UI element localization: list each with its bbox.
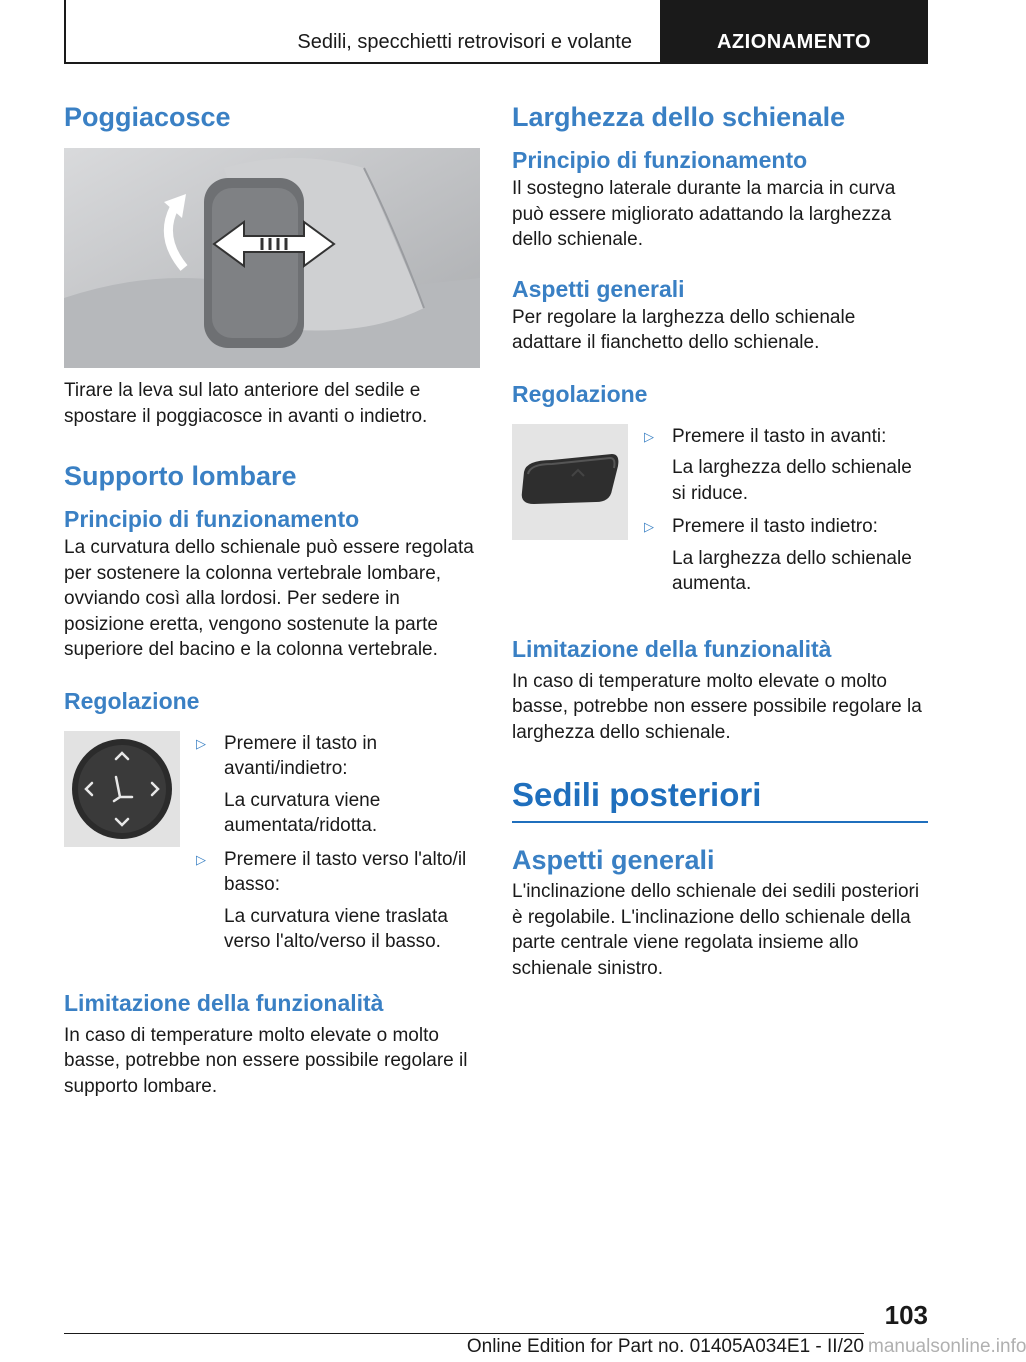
heading-generali-posteriori: Aspetti generali: [512, 845, 715, 875]
regolazione-lombare-list: [194, 731, 482, 955]
heading-limitazione-lombare: Limitazione della funzionalità: [64, 989, 384, 1016]
heading-supporto-lombare: Supporto lombare: [64, 461, 297, 491]
list-item: [642, 424, 928, 507]
width-button-image: [512, 424, 628, 540]
list-item: [194, 731, 482, 839]
edition-text: Online Edition for Part no. 01405A034E1 - II/20: [466, 1336, 864, 1357]
generali-posteriori-text: L'inclinazione dello schienale dei sedili posteriori è regolabile. L'inclinazione dello schienale della parte centrale viene regolata insieme allo schienale sinistro.: [512, 881, 920, 979]
heading-principio-lombare: Principio di funzionamento: [64, 506, 360, 532]
principio-larghezza-text: Il sostegno laterale durante la marcia in curva può essere migliorato adattando la larghezza dello schienale.: [512, 178, 896, 250]
page-number: 103: [884, 1300, 928, 1330]
heading-generali-larghezza: Aspetti generali: [512, 275, 685, 302]
list-item-action: Premere il tasto indietro:: [672, 516, 878, 537]
heading-principio-larghezza: Principio di funzionamento: [512, 147, 808, 173]
triangle-right-icon: ▷: [196, 851, 206, 867]
regolazione-lombare-block: [64, 731, 482, 955]
limitazione-larghezza-text: In caso di temperature molto elevate o molto basse, potrebbe non essere possibile regolare la larghezza dello schienale.: [512, 670, 922, 743]
list-item-result: La curvatura viene aumentata/ridotta.: [224, 789, 381, 836]
heading-sedili-posteriori: Sedili posteriori: [512, 773, 928, 823]
lumbar-button-image: [64, 731, 180, 847]
heading-regolazione-larghezza: Regolazione: [512, 380, 648, 407]
thigh-support-photo: [64, 148, 480, 368]
heading-limitazione-larghezza: Limitazione della funzionalità: [512, 635, 832, 662]
limitazione-lombare-text: In caso di temperature molto elevate o molto basse, potrebbe non essere possibile regolare il supporto lombare.: [64, 1024, 468, 1097]
principio-lombare-text: La curvatura dello schienale può essere regolata per sostenere la colonna vertebrale lombare, ovviando così alla lordosi. Per sedere in posizione eretta, vengono sostenute la parte superiore del bacino e la colonna vertebrale.: [64, 537, 474, 660]
watermark-text: manualsonline.info: [868, 1336, 1026, 1357]
heading-regolazione-lombare: Regolazione: [64, 687, 200, 714]
generali-larghezza-text: Per regolare la larghezza dello schienale adattare il fianchetto dello schienale.: [512, 306, 856, 353]
list-item-result: La larghezza dello schienale si riduce.: [672, 457, 912, 504]
heading-poggiacosce: Poggiacosce: [64, 102, 231, 132]
list-item-result: La curvatura viene traslata verso l'alto/verso il basso.: [224, 905, 448, 952]
left-column: [64, 98, 482, 1099]
list-item: [194, 847, 482, 955]
regolazione-larghezza-block: [512, 424, 928, 597]
list-item-result: La larghezza dello schienale aumenta.: [672, 547, 912, 594]
chapter-tab[interactable]: AZIONAMENTO: [660, 0, 928, 64]
poggiacosce-text: Tirare la leva sul lato anteriore del sedile e spostare il poggiacosce in avanti o indietro.: [64, 380, 428, 427]
section-title: Sedili, specchietti retrovisori e volante: [297, 31, 632, 53]
triangle-right-icon: ▷: [644, 519, 654, 534]
triangle-right-icon: ▷: [644, 428, 654, 444]
list-item-action: Premere il tasto in avanti/indietro:: [224, 732, 378, 779]
regolazione-larghezza-list: [642, 424, 928, 597]
heading-larghezza-schienale: Larghezza dello schienale: [512, 102, 846, 132]
list-item: [642, 514, 928, 597]
right-column: [512, 98, 928, 981]
list-item-action: Premere il tasto in avanti:: [672, 425, 887, 447]
list-item-action: Premere il tasto verso l'alto/il basso:: [224, 848, 467, 895]
triangle-right-icon: ▷: [196, 735, 206, 751]
